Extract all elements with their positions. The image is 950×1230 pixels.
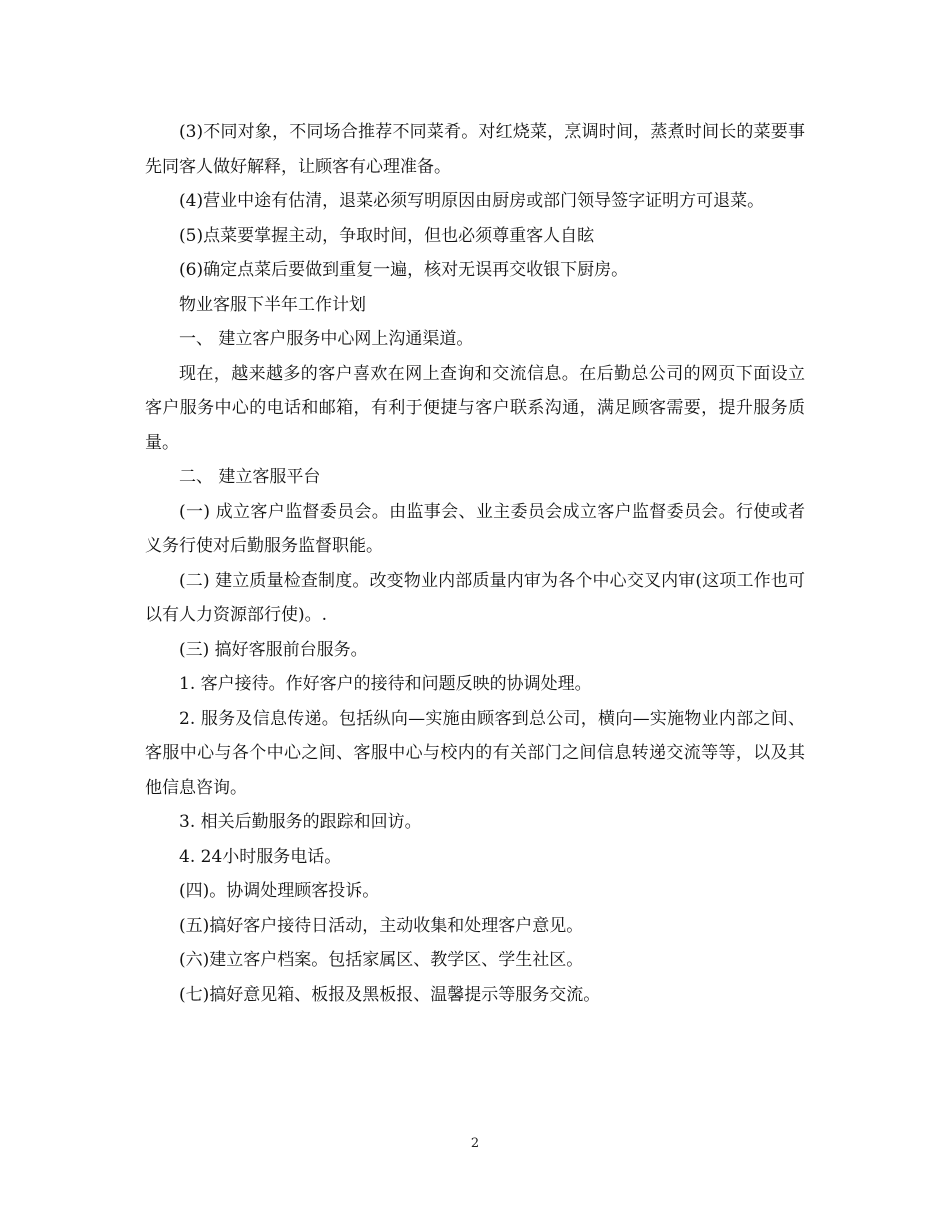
paragraph: (四)。协调处理顾客投诉。 xyxy=(179,881,380,901)
paragraph: (一) 成立客户监督委员会。由监事会、业主委员会成立客户监督委员会。行使或者义务行使对后勤服务监督职能。 xyxy=(145,501,805,556)
paragraph: 现在，越来越多的客户喜欢在网上查询和交流信息。在后勤总公司的网页下面设立客户服务中心的电话和邮箱，有利于便捷与客户联系沟通，满足顾客需要，提升服务质量。 xyxy=(145,363,805,453)
paragraph: (二) 建立质量检查制度。改变物业内部质量内审为各个中心交叉内审(这项工作也可以有人力资源部行使)。. xyxy=(145,570,805,625)
paragraph: (5)点菜要掌握主动，争取时间，但也必须尊重客人自眩 xyxy=(179,225,595,246)
paragraph: (七)搞好意见箱、板报及黑板报、温馨提示等服务交流。 xyxy=(179,984,601,1005)
list-item: 2. 服务及信息传递。包括纵向—实施由顾客到总公司，横向—实施物业内部之间、客服中心与各个中心之间、客服中心与校内的有关部门之间信息转递交流等等，以及其他信息咨询。 xyxy=(145,708,805,798)
document-body xyxy=(145,115,805,1012)
list-item: 3. 相关后勤服务的跟踪和回访。 xyxy=(179,812,422,832)
paragraph: (6)确定点菜后要做到重复一遍，核对无误再交收银下厨房。 xyxy=(179,260,629,280)
heading: 一、 建立客户服务中心网上沟通渠道。 xyxy=(179,329,474,349)
paragraph: (五)搞好客户接待日活动，主动收集和处理客户意见。 xyxy=(179,915,584,936)
list-item: 1. 客户接待。作好客户的接待和问题反映的协调处理。 xyxy=(179,674,592,694)
paragraph: (六)建立客户档案。包括家属区、教学区、学生社区。 xyxy=(179,950,584,970)
list-item: 4. 24小时服务电话。 xyxy=(179,846,342,867)
section-title: 物业客服下半年工作计划 xyxy=(179,294,366,315)
page-number: 2 xyxy=(470,1136,480,1151)
heading: 二、 建立客服平台 xyxy=(179,467,321,487)
paragraph: (3)不同对象，不同场合推荐不同菜肴。对红烧菜，烹调时间，蒸煮时间长的菜要事先同客人做好解释，让顾客有心理准备。 xyxy=(145,122,805,177)
paragraph: (三) 搞好客服前台服务。 xyxy=(179,639,368,660)
paragraph: (4)营业中途有估清，退菜必须写明原因由厨房或部门领导签字证明方可退菜。 xyxy=(179,191,765,211)
